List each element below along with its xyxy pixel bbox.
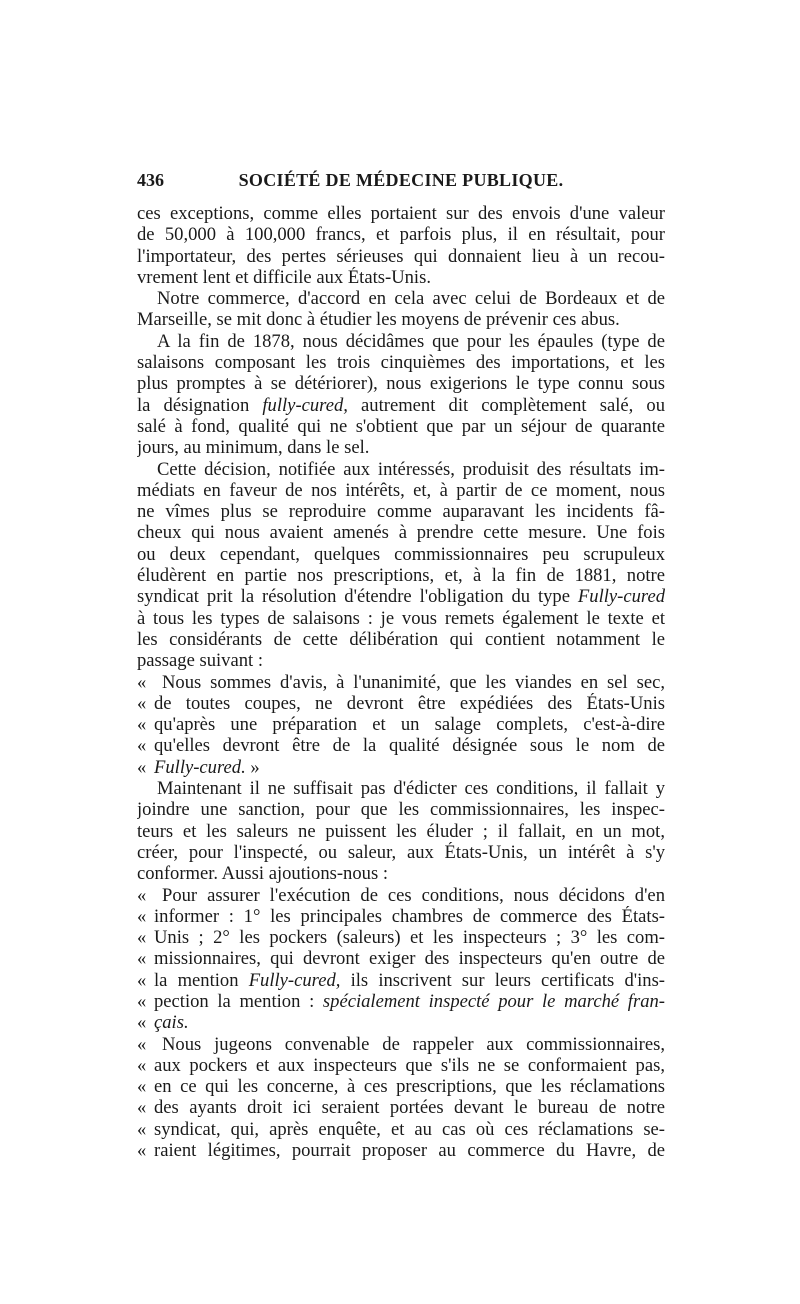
line-text: en ce qui les concerne, à ces prescriptions, que les réclamations: [154, 1076, 665, 1098]
text-line: [137, 331, 665, 352]
line-text: ils inscrivent sur leurs certificats d'ins-: [340, 969, 665, 991]
line-text: salé à fond, qualité qui ne s'obtient que par un séjour de quarante: [137, 415, 665, 437]
line-text: vrement lent et difficile aux États-Unis.: [137, 266, 431, 288]
text-line: [137, 267, 665, 288]
line-text: joindre une sanction, pour que les commissionnaires, les inspec-: [137, 799, 665, 821]
text-line: [137, 799, 665, 820]
italic-text: spécialement inspecté pour le marché fran-: [322, 990, 665, 1012]
line-text: Unis ; 2° les pockers (saleurs) et les inspecteurs ; 3° les com-: [154, 927, 665, 949]
line-text: ne vîmes plus se reproduire comme auparavant les incidents fâ-: [137, 501, 665, 523]
line-text: éludèrent en partie nos prescriptions, et, à la fin de 1881, notre: [137, 565, 665, 587]
line-text: la désignation: [137, 394, 263, 416]
line-text: ou deux cependant, quelques commissionnaires peu scrupuleux: [137, 543, 665, 565]
text-line: [137, 1012, 665, 1033]
text-line: [137, 459, 665, 480]
line-text: raient légitimes, pourrait proposer au commerce du Havre, de: [154, 1140, 665, 1162]
text-line: [137, 224, 665, 245]
text-line: [137, 373, 665, 394]
line-text: l'importateur, des pertes sérieuses qui donnaient lieu à un recou-: [137, 245, 665, 267]
quote-mark: «: [137, 1140, 147, 1162]
quote-mark: «: [137, 1012, 147, 1034]
running-head: [137, 170, 665, 196]
text-line: [137, 885, 665, 906]
line-text: jours, au minimum, dans le sel.: [137, 437, 370, 459]
text-line: [137, 352, 665, 373]
line-text: de 50,000 à 100,000 francs, et parfois plus, il en résultait, pour: [137, 224, 665, 246]
line-text: plus promptes à se détériorer), nous exigerions le type connu sous: [137, 373, 665, 395]
text-line: [137, 544, 665, 565]
text-line: [137, 948, 665, 969]
line-text: de toutes coupes, ne devront être expédiées des États-Unis: [154, 692, 665, 714]
text-line: [137, 1097, 665, 1118]
text-line: [137, 906, 665, 927]
line-text: informer : 1° les principales chambres de commerce des États-: [154, 905, 665, 927]
text-line: [137, 608, 665, 629]
quote-mark: «: [137, 990, 147, 1012]
text-line: [137, 757, 665, 778]
text-line: [137, 863, 665, 884]
line-text: qu'elles devront être de la qualité désignée sous le nom de: [154, 735, 665, 757]
line-text: conformer. Aussi ajoutions-nous :: [137, 863, 388, 885]
text-line: [137, 629, 665, 650]
quote-mark: «: [137, 1076, 147, 1098]
line-text: aux pockers et aux inspecteurs que s'ils ne se conformaient pas,: [154, 1054, 665, 1076]
line-text: Nous sommes d'avis, à l'unanimité, que les viandes en sel sec,: [162, 671, 665, 693]
line-text: pection la mention :: [154, 990, 323, 1012]
line-text: teurs et les saleurs ne puissent les éluder ; il fallait, en un mot,: [137, 820, 665, 842]
text-line: [137, 821, 665, 842]
text-line: [137, 714, 665, 735]
text-line: [137, 650, 665, 671]
quote-mark: «: [137, 905, 147, 927]
line-text: la mention: [154, 969, 249, 991]
line-text: Maintenant il ne suffisait pas d'édicter ces conditions, il fallait y: [157, 778, 665, 800]
text-line: [137, 480, 665, 501]
line-text: ces exceptions, comme elles portaient sur des envois d'une valeur: [137, 203, 665, 224]
line-text: qu'après une préparation et un salage complets, c'est-à-dire: [154, 714, 665, 736]
text-line: [137, 1119, 665, 1140]
line-text: A la fin de 1878, nous décidâmes que pour les épaules (type de: [157, 330, 665, 352]
page-number: 436: [137, 170, 164, 190]
body-text: [137, 203, 665, 1161]
text-line: [137, 1140, 665, 1161]
text-line: [137, 1055, 665, 1076]
text-line: [137, 437, 665, 458]
line-text: cheux qui nous avaient amenés à prendre cette mesure. Une fois: [137, 522, 665, 544]
text-line: [137, 778, 665, 799]
line-text: médiats en faveur de nos intérêts, et, à partir de ce moment, nous: [137, 479, 665, 501]
italic-text: fully-cured,: [262, 394, 348, 416]
text-line: [137, 991, 665, 1012]
italic-text: Fully-cured,: [248, 969, 341, 991]
quote-mark: «: [137, 1118, 147, 1140]
quote-mark: «: [137, 1097, 147, 1119]
line-text: passage suivant :: [137, 650, 263, 672]
line-text: Pour assurer l'exécution de ces conditions, nous décidons d'en: [162, 884, 665, 906]
text-line: [137, 416, 665, 437]
text-line: [137, 693, 665, 714]
line-text: créer, pour l'inspecté, ou saleur, aux États-Unis, un intérêt à s'y: [137, 841, 665, 863]
quote-mark: «: [137, 927, 147, 949]
line-text: syndicat prit la résolution d'étendre l'obligation du type: [137, 586, 578, 608]
quote-mark: «: [137, 948, 147, 970]
text-line: [137, 970, 665, 991]
quote-mark: «: [137, 756, 147, 778]
italic-text: Fully-cured: [577, 586, 665, 608]
line-text: Notre commerce, d'accord en cela avec celui de Bordeaux et de: [157, 288, 665, 310]
italic-text: çais.: [154, 1012, 189, 1034]
text-line: [137, 1076, 665, 1097]
line-text: Nous jugeons convenable de rappeler aux commissionnaires,: [162, 1033, 665, 1055]
line-text: les considérants de cette délibération qui contient notamment le: [137, 628, 665, 650]
text-line: [137, 735, 665, 756]
quote-mark: «: [137, 1033, 147, 1055]
line-text: à tous les types de salaisons : je vous remets également le texte et: [137, 607, 665, 629]
quote-mark: «: [137, 671, 147, 693]
text-line: [137, 565, 665, 586]
quote-mark: «: [137, 969, 147, 991]
text-line: [137, 395, 665, 416]
text-line: [137, 927, 665, 948]
text-line: [137, 1034, 665, 1055]
text-line: [137, 501, 665, 522]
line-text: missionnaires, qui devront exiger des inspecteurs qu'en outre de: [154, 948, 665, 970]
quote-mark: «: [137, 884, 147, 906]
text-line: [137, 309, 665, 330]
italic-text: Fully-cured.: [154, 756, 246, 778]
text-line: [137, 586, 665, 607]
text-line: [137, 522, 665, 543]
running-title: SOCIÉTÉ DE MÉDECINE PUBLIQUE.: [238, 170, 564, 190]
text-line: [137, 288, 665, 309]
quote-mark: «: [137, 714, 147, 736]
text-line: [137, 203, 665, 224]
line-text: syndicat, qui, après enquête, et au cas où ces réclamations se-: [154, 1118, 665, 1140]
text-line: [137, 672, 665, 693]
quote-mark: «: [137, 692, 147, 714]
quote-mark: «: [137, 735, 147, 757]
quote-mark: «: [137, 1054, 147, 1076]
line-text: »: [245, 756, 260, 778]
line-text: Marseille, se mit donc à étudier les moyens de prévenir ces abus.: [137, 309, 620, 331]
line-text: salaisons composant les trois cinquièmes des importations, et les: [137, 352, 665, 374]
text-line: [137, 246, 665, 267]
line-text: des ayants droit ici seraient portées devant le bureau de notre: [154, 1097, 665, 1119]
line-text: Cette décision, notifiée aux intéressés, produisit des résultats im-: [157, 458, 665, 480]
line-text: autrement dit complètement salé, ou: [347, 394, 665, 416]
text-line: [137, 842, 665, 863]
